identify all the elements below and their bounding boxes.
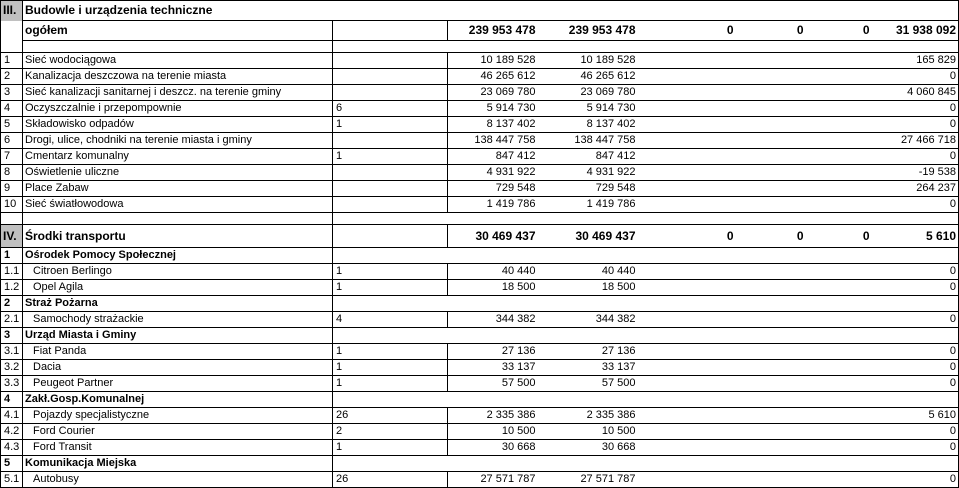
row-number: 3.3 — [1, 376, 23, 392]
row-value: 10 500 — [538, 424, 638, 440]
row-name: Sieć wodociągowa — [23, 53, 333, 69]
row-name: Oczyszczalnie i przepompownie — [23, 101, 333, 117]
group-row — [1, 392, 959, 408]
group-name: Straż Pożarna — [23, 296, 333, 312]
row-value: 0 — [872, 69, 959, 85]
row-value: 27 466 718 — [872, 133, 959, 149]
row-value: 0 — [872, 376, 959, 392]
row-name: Cmentarz komunalny — [23, 149, 333, 165]
row-number: 3.1 — [1, 344, 23, 360]
row-value: 0 — [872, 440, 959, 456]
table-row — [1, 85, 959, 101]
total-value: 0 — [806, 225, 872, 248]
table-row — [1, 408, 959, 424]
row-value: 27 571 787 — [448, 472, 538, 488]
row-value: 5 914 730 — [538, 101, 638, 117]
row-quantity: 6 — [333, 101, 448, 117]
group-name: Urząd Miasta i Gminy — [23, 328, 333, 344]
row-value: 27 136 — [448, 344, 538, 360]
group-row — [1, 248, 959, 264]
table-row — [1, 264, 959, 280]
row-number: 9 — [1, 181, 23, 197]
table-row — [1, 440, 959, 456]
row-name: Peugeot Partner — [23, 376, 333, 392]
row-name: Kanalizacja deszczowa na terenie miasta — [23, 69, 333, 85]
table-row — [1, 472, 959, 488]
table-row — [1, 344, 959, 360]
section-number: III. — [1, 1, 23, 21]
row-value: 4 931 922 — [538, 165, 638, 181]
group-number: 1 — [1, 248, 23, 264]
total-value: 0 — [806, 21, 872, 41]
row-value: 0 — [872, 101, 959, 117]
table-row — [1, 360, 959, 376]
row-number: 8 — [1, 165, 23, 181]
section-header-row — [1, 225, 959, 248]
row-value: 33 137 — [538, 360, 638, 376]
row-value: -19 538 — [872, 165, 959, 181]
group-name: Komunikacja Miejska — [23, 456, 333, 472]
row-quantity: 1 — [333, 117, 448, 133]
total-value: 30 469 437 — [538, 225, 638, 248]
section-header-row — [1, 1, 959, 21]
row-name: Sieć światłowodowa — [23, 197, 333, 213]
row-value: 2 335 386 — [538, 408, 638, 424]
row-value: 57 500 — [538, 376, 638, 392]
row-number: 3 — [1, 85, 23, 101]
total-value: 31 938 092 — [872, 21, 959, 41]
total-value: 0 — [638, 225, 736, 248]
total-value: 5 610 — [872, 225, 959, 248]
row-value: 264 237 — [872, 181, 959, 197]
row-value: 4 931 922 — [448, 165, 538, 181]
table-row — [1, 424, 959, 440]
row-value: 0 — [872, 117, 959, 133]
row-number: 4.3 — [1, 440, 23, 456]
section-number: IV. — [1, 225, 23, 248]
row-quantity — [333, 181, 448, 197]
row-name: Samochody strażackie — [23, 312, 333, 328]
row-quantity: 1 — [333, 264, 448, 280]
row-value: 0 — [872, 264, 959, 280]
row-value: 729 548 — [538, 181, 638, 197]
row-quantity — [333, 133, 448, 149]
row-value: 0 — [872, 344, 959, 360]
row-value: 729 548 — [448, 181, 538, 197]
row-number: 2 — [1, 69, 23, 85]
table-row — [1, 53, 959, 69]
row-number: 5 — [1, 117, 23, 133]
row-value: 33 137 — [448, 360, 538, 376]
row-value: 8 137 402 — [448, 117, 538, 133]
group-name: Zakł.Gosp.Komunalnej — [23, 392, 333, 408]
table-row — [1, 312, 959, 328]
row-number: 4.2 — [1, 424, 23, 440]
table-row — [1, 149, 959, 165]
row-name: Fiat Panda — [23, 344, 333, 360]
table-row — [1, 181, 959, 197]
row-name: Autobusy — [23, 472, 333, 488]
row-name: Ford Courier — [23, 424, 333, 440]
row-quantity — [333, 85, 448, 101]
total-value: 239 953 478 — [538, 21, 638, 41]
row-quantity: 1 — [333, 344, 448, 360]
row-number: 10 — [1, 197, 23, 213]
row-name: Opel Agila — [23, 280, 333, 296]
row-value: 0 — [872, 312, 959, 328]
row-value: 46 265 612 — [538, 69, 638, 85]
table-row — [1, 117, 959, 133]
row-quantity: 4 — [333, 312, 448, 328]
row-number: 2.1 — [1, 312, 23, 328]
row-value: 847 412 — [538, 149, 638, 165]
table-row — [1, 165, 959, 181]
row-number: 7 — [1, 149, 23, 165]
group-number: 3 — [1, 328, 23, 344]
total-row — [1, 21, 959, 41]
row-quantity: 1 — [333, 280, 448, 296]
total-value: 0 — [736, 225, 806, 248]
row-number: 5.1 — [1, 472, 23, 488]
group-row — [1, 328, 959, 344]
row-number: 4.1 — [1, 408, 23, 424]
total-value: 30 469 437 — [448, 225, 538, 248]
row-quantity: 1 — [333, 440, 448, 456]
row-name: Place Zabaw — [23, 181, 333, 197]
table-row — [1, 376, 959, 392]
total-value: 0 — [736, 21, 806, 41]
row-value: 30 668 — [538, 440, 638, 456]
table-row — [1, 280, 959, 296]
row-quantity: 1 — [333, 149, 448, 165]
row-quantity: 26 — [333, 408, 448, 424]
row-value: 138 447 758 — [448, 133, 538, 149]
row-quantity — [333, 69, 448, 85]
total-value: 239 953 478 — [448, 21, 538, 41]
row-value: 847 412 — [448, 149, 538, 165]
row-value: 2 335 386 — [448, 408, 538, 424]
row-value: 27 136 — [538, 344, 638, 360]
row-value: 10 189 528 — [448, 53, 538, 69]
row-value: 40 440 — [448, 264, 538, 280]
group-number: 2 — [1, 296, 23, 312]
row-value: 0 — [872, 360, 959, 376]
row-value: 344 382 — [448, 312, 538, 328]
section-title: Budowle i urządzenia techniczne — [23, 1, 959, 21]
table-row — [1, 133, 959, 149]
row-value: 0 — [872, 280, 959, 296]
spacer-row — [1, 41, 959, 53]
row-value: 27 571 787 — [538, 472, 638, 488]
row-name: Drogi, ulice, chodniki na terenie miasta i gminy — [23, 133, 333, 149]
row-value: 4 060 845 — [872, 85, 959, 101]
row-value: 8 137 402 — [538, 117, 638, 133]
row-value: 23 069 780 — [538, 85, 638, 101]
group-number: 4 — [1, 392, 23, 408]
row-name: Składowisko odpadów — [23, 117, 333, 133]
row-quantity — [333, 165, 448, 181]
row-quantity — [333, 197, 448, 213]
row-quantity: 26 — [333, 472, 448, 488]
row-value: 0 — [872, 149, 959, 165]
row-value: 18 500 — [448, 280, 538, 296]
row-value: 1 419 786 — [448, 197, 538, 213]
row-value: 5 610 — [872, 408, 959, 424]
table-row — [1, 101, 959, 117]
row-number: 1.2 — [1, 280, 23, 296]
row-value: 0 — [872, 472, 959, 488]
row-number: 3.2 — [1, 360, 23, 376]
section-title: Środki transportu — [23, 225, 333, 248]
row-name: Citroen Berlingo — [23, 264, 333, 280]
row-value: 0 — [872, 197, 959, 213]
row-number: 4 — [1, 101, 23, 117]
row-value: 46 265 612 — [448, 69, 538, 85]
row-value: 18 500 — [538, 280, 638, 296]
row-value: 40 440 — [538, 264, 638, 280]
group-row — [1, 296, 959, 312]
row-value: 5 914 730 — [448, 101, 538, 117]
table-row — [1, 197, 959, 213]
row-quantity: 1 — [333, 360, 448, 376]
row-value: 57 500 — [448, 376, 538, 392]
total-value: 0 — [638, 21, 736, 41]
row-value: 30 668 — [448, 440, 538, 456]
row-name: Sieć kanalizacji sanitarnej i deszcz. na terenie gminy — [23, 85, 333, 101]
spacer-row — [1, 213, 959, 225]
table-row — [1, 69, 959, 85]
row-value: 165 829 — [872, 53, 959, 69]
row-value: 138 447 758 — [538, 133, 638, 149]
row-value: 10 189 528 — [538, 53, 638, 69]
row-quantity: 2 — [333, 424, 448, 440]
row-value: 1 419 786 — [538, 197, 638, 213]
row-value: 0 — [872, 424, 959, 440]
group-row — [1, 456, 959, 472]
row-name: Pojazdy specjalistyczne — [23, 408, 333, 424]
group-number: 5 — [1, 456, 23, 472]
row-value: 23 069 780 — [448, 85, 538, 101]
row-number: 1.1 — [1, 264, 23, 280]
row-value: 10 500 — [448, 424, 538, 440]
row-name: Ford Transit — [23, 440, 333, 456]
row-quantity: 1 — [333, 376, 448, 392]
group-name: Ośrodek Pomocy Społecznej — [23, 248, 333, 264]
row-number: 6 — [1, 133, 23, 149]
total-label: ogółem — [23, 21, 333, 41]
row-name: Oświetlenie uliczne — [23, 165, 333, 181]
row-name: Dacia — [23, 360, 333, 376]
row-quantity — [333, 53, 448, 69]
row-value: 344 382 — [538, 312, 638, 328]
row-number: 1 — [1, 53, 23, 69]
